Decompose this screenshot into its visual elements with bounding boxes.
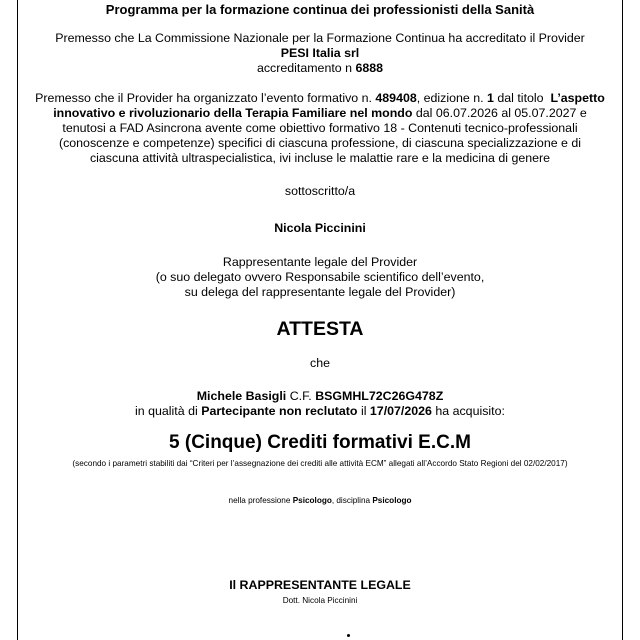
credit-parameters-note: (secondo i parametri stabiliti dai “Criteri per l’assegnazione dei crediti alle attività ECM” allegati all’Accordo Stato Regioni del 02/02/2017) xyxy=(72,459,568,468)
event-intro: Premesso che il Provider ha organizzato l’evento formativo n. xyxy=(35,91,372,105)
cf-label: C.F. xyxy=(289,389,312,403)
discipline-label: , disciplina xyxy=(331,496,371,505)
profession-line xyxy=(34,494,606,508)
program-title: Programma per la formazione continua dei professionisti della Sanità xyxy=(105,2,535,17)
participant-block xyxy=(34,389,606,419)
signer-role-line: Rappresentante legale del Provider xyxy=(222,255,418,269)
undersigned-label: sottoscritto/a xyxy=(284,184,356,198)
accreditation-number: 6888 xyxy=(355,61,384,75)
edition-number: 1 xyxy=(487,91,494,105)
signature-title: Il RAPPRESENTANTE LEGALE xyxy=(229,578,411,592)
signer-role-line: su delega del rappresentante legale del Provider) xyxy=(184,285,456,299)
signer-role xyxy=(34,255,606,300)
capacity-label: in qualità di xyxy=(135,404,198,418)
participant-line xyxy=(34,389,606,404)
discipline: Psicologo xyxy=(372,496,412,505)
signature-mark xyxy=(347,634,350,637)
event-title-label: dal titolo xyxy=(497,91,544,105)
edition-label: , edizione n. xyxy=(416,91,484,105)
accreditation-number-line xyxy=(34,61,606,76)
event-description: e tenutosi a FAD Asincrona avente come obiettivo formativo 18 - Contenuti tecnico-professionali (conoscenze e competenze) specifici di ciascuna professione, di ciascuna specializzazione e di ciascuna attività ultraspecialistica, ivi incluse le malattie rare e la medicina di genere xyxy=(58,106,587,165)
accreditation-number-label: accreditamento n xyxy=(256,61,353,75)
event-title: L’aspetto innovativo e rivoluzionario della Terapia Familiare nel mondo xyxy=(53,91,605,120)
profession-label: nella professione xyxy=(228,496,291,505)
certificate-document xyxy=(34,0,606,608)
participant-name: Michele Basigli xyxy=(196,389,287,403)
che-label: che xyxy=(310,356,330,370)
capacity-line xyxy=(34,404,606,419)
accreditation-intro: Premesso che La Commissione Nazionale per la Formazione Continua ha accreditato il Provider xyxy=(55,31,585,45)
cf-code: BSGMHL72C26G478Z xyxy=(315,389,444,403)
event-date-label: dal xyxy=(415,106,433,120)
attesta-heading: ATTESTA xyxy=(276,318,364,340)
provider-name: PESI Italia srl xyxy=(280,46,360,60)
attestation-date: 17/07/2026 xyxy=(369,404,432,418)
credits-heading: 5 (Cinque) Crediti formativi E.C.M xyxy=(169,432,471,453)
accreditation-paragraph xyxy=(34,31,606,76)
acquired-label: ha acquisito: xyxy=(435,404,505,418)
participant-capacity: Partecipante non reclutato xyxy=(201,404,358,418)
profession: Psicologo xyxy=(292,496,332,505)
signature-name: Dott. Nicola Piccinini xyxy=(282,596,358,605)
event-number: 489408 xyxy=(375,91,417,105)
event-paragraph xyxy=(34,91,606,166)
signer-role-line: (o suo delegato ovvero Responsabile scientifico dell’evento, xyxy=(155,270,485,284)
event-dates: 06.07.2026 al 05.07.2027 xyxy=(435,106,577,120)
date-label: il xyxy=(360,404,367,418)
signer-name: Nicola Piccinini xyxy=(274,221,366,235)
